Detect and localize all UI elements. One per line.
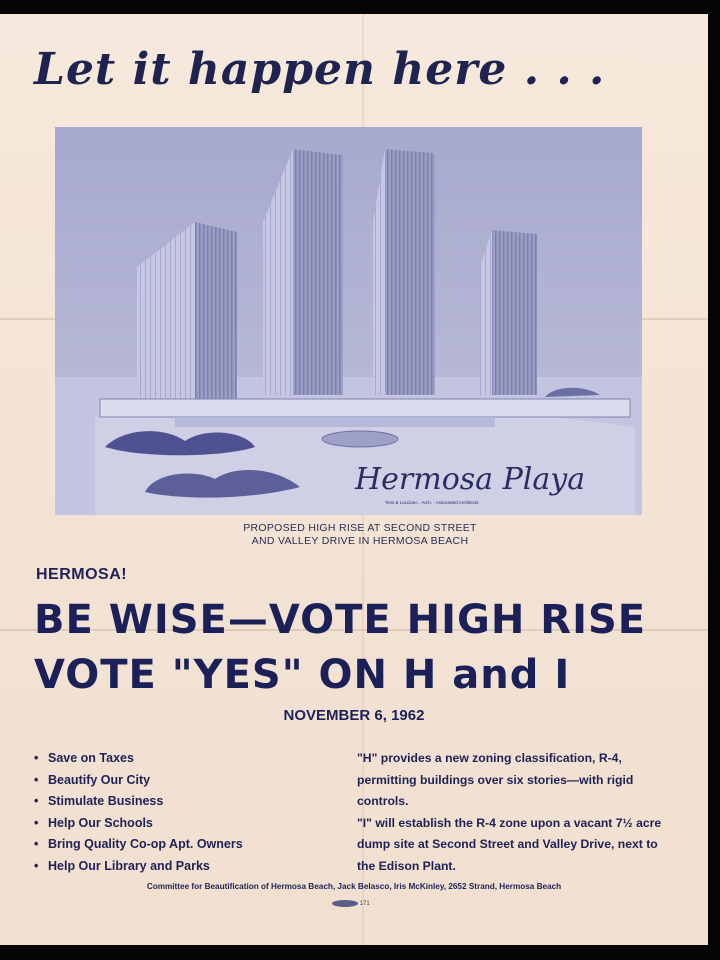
union-bug [332,900,392,912]
headline-vote-yes: VOTE "YES" ON H and I [34,652,571,698]
caption-line-1: PROPOSED HIGH RISE AT SECOND STREET [243,522,477,534]
headline-vote-high-rise: BE WISE—VOTE HIGH RISE [34,597,647,643]
measure-i-text: "I" will establish the R-4 zone upon a vacant 7½ acre dump site at Second Street and Valley Drive, next to the Edison Plant. [357,815,662,873]
union-label-icon [332,900,358,907]
bullet-icon: • [34,772,39,787]
bullet-icon: • [34,815,39,830]
script-headline: Let it happen here . . . [34,44,606,95]
bullet-icon: • [34,751,39,765]
bullet-icon: • [34,858,39,873]
benefits-list [34,748,334,877]
list-item: • Stimulate Business [34,791,334,813]
list-item: • Bring Quality Co-op Apt. Owners [34,834,334,856]
kicker-text: HERMOSA! [36,566,128,583]
bullet-icon: • [34,794,39,808]
measure-h-text: "H" provides a new zoning classification, R-4, permitting buildings over six stories—with rigid controls. [357,751,634,808]
illustration-signature: Hermosa Playa [355,462,586,497]
list-item: • Beautify Our City [34,770,334,792]
high-rise-illustration [55,127,642,515]
list-item: • Save on Taxes [34,748,334,770]
list-item: • Help Our Schools [34,813,334,835]
high-rise-drawing [55,127,642,515]
caption-line-2: AND VALLEY DRIVE IN HERMOSA BEACH [251,535,469,547]
election-date: NOVEMBER 6, 1962 [283,707,425,724]
bullet-icon: • [34,837,39,851]
list-item: • Help Our Library and Parks [34,856,334,878]
measures-explanation [357,748,675,877]
illustration-caption [200,522,520,548]
committee-footer: Committee for Beautification of Hermosa Beach, Jack Belasco, Iris McKinley, 2652 Strand, Hermosa Beach [146,882,562,891]
flyer-sheet [0,14,708,945]
illustration-fineprint: Tess & Lucciano · Arch. · Associated Architects [385,500,479,505]
union-bug-number: 171 [359,901,370,908]
